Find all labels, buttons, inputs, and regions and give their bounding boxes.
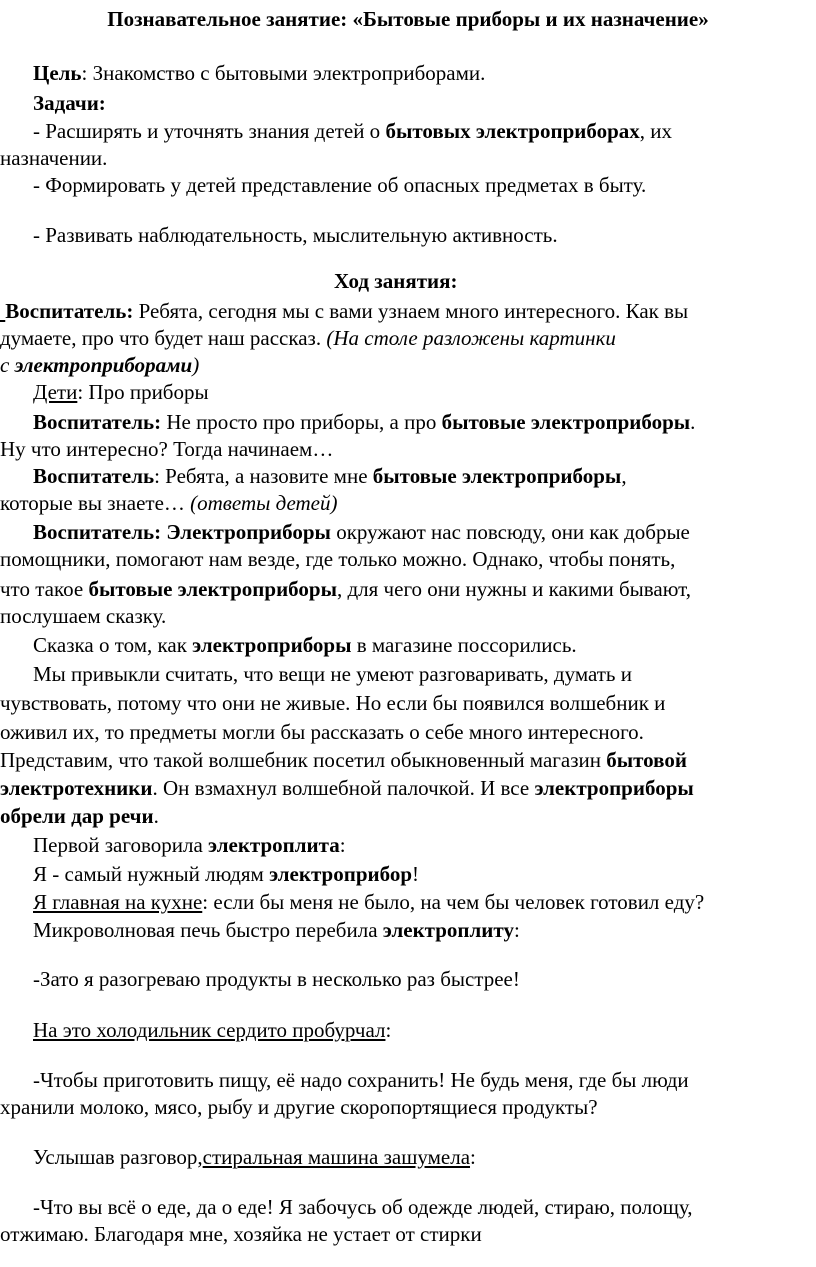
speaker-label: Воспитатель: <box>5 299 134 323</box>
paragraph-16-line-1: -Что вы всё о еде, да о еде! Я забочусь об одежде людей, стираю, полощу, <box>33 1195 693 1219</box>
paragraph-text: . <box>690 410 696 434</box>
paragraph-text: Не просто про приборы, а про <box>161 410 442 434</box>
paragraph-15 <box>33 1144 476 1171</box>
task-1-continuation: назначении. <box>0 146 108 170</box>
paragraph-text: в магазине поссорились. <box>351 633 577 657</box>
paragraph-bold: электроприборы <box>192 633 352 657</box>
paragraph-12: -Зато я разогреваю продукты в несколько раз быстрее! <box>33 967 520 991</box>
paragraph-5-line-1 <box>33 519 690 546</box>
paragraph-bold: бытовые электроприборы <box>441 410 691 434</box>
paragraph-bold: электроплиту <box>382 918 514 942</box>
paragraph-text: Первой заговорила <box>33 833 209 857</box>
paragraph-1-line-2 <box>0 325 616 352</box>
paragraph-7-line-4 <box>0 747 687 774</box>
paragraph-text: которые вы знаете… <box>0 491 191 515</box>
task-1-bold: бытовых электроприборах <box>385 119 640 143</box>
task-3: - Развивать наблюдательность, мыслительную активность. <box>33 223 558 247</box>
paragraph-underlined: стиральная машина зашумела <box>202 1145 471 1169</box>
stage-note: (ответы детей) <box>190 491 338 515</box>
paragraph-text: : <box>513 918 520 942</box>
paragraph-9 <box>33 861 419 888</box>
paragraph-text: . Он взмахнул волшебной палочкой. И все <box>152 776 535 800</box>
paragraph-text: Микроволновая печь быстро перебила <box>33 918 383 942</box>
paragraph-4-line-1 <box>33 463 627 490</box>
paragraph-5-line-3 <box>0 576 691 603</box>
tasks-label: Задачи: <box>33 91 106 115</box>
task-2: - Формировать у детей представление об опасных предметах в быту. <box>33 173 647 197</box>
progress-heading: Ход занятия: <box>334 269 458 293</box>
paragraph-text: : <box>339 833 346 857</box>
paragraph-bold: электротехники <box>0 776 153 800</box>
paragraph-bold: бытовые электроприборы <box>88 577 337 601</box>
paragraph-7-line-3: оживил их, то предметы могли бы рассказать о себе много интересного. <box>0 720 644 744</box>
stage-note: ) <box>192 353 200 377</box>
paragraph-underlined: На это холодильник сердито пробурчал <box>33 1018 386 1042</box>
paragraph-5-line-2: помощники, помогают нам везде, где только можно. Однако, чтобы понять, <box>0 547 676 571</box>
paragraph-7-line-5 <box>0 775 694 802</box>
paragraph-bold: электроприбор <box>269 862 413 886</box>
stage-note-bold: электроприборами <box>14 353 193 377</box>
paragraph-text: окружают нас повсюду, они как добрые <box>330 520 690 544</box>
paragraph-1-line-1 <box>0 298 688 325</box>
paragraph-text: : <box>470 1145 476 1169</box>
page-title: Познавательное занятие: «Бытовые приборы и их назначение» <box>107 7 709 31</box>
paragraph-16-line-2: отжимаю. Благодаря мне, хозяйка не устает от стирки <box>0 1222 482 1246</box>
paragraph-11 <box>33 917 520 944</box>
paragraph-6 <box>33 632 577 659</box>
paragraph-5-line-4: послушаем сказку. <box>0 604 167 628</box>
paragraph-1-line-3 <box>0 352 199 379</box>
paragraph-text: Представим, что такой волшебник посетил обыкновенный магазин <box>0 748 607 772</box>
speaker-label: Воспитатель: <box>33 410 162 434</box>
paragraph-7-line-2: чувствовать, потому что они не живые. Но если бы появился волшебник и <box>0 691 666 715</box>
paragraph-4-line-2 <box>0 490 338 517</box>
paragraph-text: думаете, про что будет наш рассказ. <box>0 326 327 350</box>
paragraph-7-line-1: Мы привыкли считать, что вещи не умеют разговаривать, думать и <box>33 662 632 686</box>
task-1-tail: , их <box>639 119 673 143</box>
paragraph-14-line-2: хранили молоко, мясо, рыбу и другие скоропортящиеся продукты? <box>0 1095 598 1119</box>
paragraph-text: : <box>385 1018 392 1042</box>
speaker-label: Воспитатель <box>33 464 155 488</box>
paragraph-text: Услышав разговор, <box>33 1145 203 1169</box>
paragraph-bold: бытовые электроприборы <box>372 464 622 488</box>
goal-label: Цель <box>33 61 82 85</box>
paragraph-text: что такое <box>0 577 89 601</box>
paragraph-underlined: Я главная на кухне <box>33 890 203 914</box>
paragraph-text: : Про приборы <box>77 380 209 404</box>
paragraph-14-line-1: -Чтобы приготовить пищу, её надо сохранить! Не будь меня, где бы люди <box>33 1068 689 1092</box>
paragraph-text: , <box>621 464 627 488</box>
goal-line <box>33 60 485 87</box>
stage-note: (На столе разложены картинки <box>326 326 616 350</box>
paragraph-text: . <box>153 804 159 828</box>
paragraph-bold: электроплита <box>208 833 340 857</box>
speaker-label: Воспитатель: <box>33 520 162 544</box>
paragraph-7-line-6 <box>0 803 159 830</box>
paragraph-3-line-1 <box>33 409 695 436</box>
stage-note: с <box>0 353 15 377</box>
paragraph-3-line-2: Ну что интересно? Тогда начинаем… <box>0 437 334 461</box>
paragraph-text: Сказка о том, как <box>33 633 193 657</box>
paragraph-text: ! <box>412 862 420 886</box>
paragraph-bold: бытовой <box>606 748 687 772</box>
task-1 <box>33 118 672 145</box>
paragraph-text: Ребята, сегодня мы с вами узнаем много интересного. Как вы <box>133 299 689 323</box>
paragraph-2 <box>33 379 209 406</box>
speaker-label: Дети <box>33 380 78 404</box>
paragraph-text: Я - самый нужный людям <box>33 862 270 886</box>
paragraph-8 <box>33 832 346 859</box>
task-1-text: - Расширять и уточнять знания детей о <box>33 119 386 143</box>
paragraph-10 <box>33 889 704 916</box>
paragraph-text: : если бы меня не было, на чем бы человек готовил еду? <box>202 890 705 914</box>
paragraph-bold: обрели дар речи <box>0 804 154 828</box>
paragraph-text: , для чего они нужны и какими бывают, <box>336 577 692 601</box>
paragraph-bold: электроприборы <box>534 776 694 800</box>
goal-text: : Знакомство с бытовыми электроприборами. <box>81 61 486 85</box>
paragraph-text: : Ребята, а назовите мне <box>154 464 373 488</box>
paragraph-13 <box>33 1017 391 1044</box>
paragraph-bold: Электроприборы <box>161 520 331 544</box>
